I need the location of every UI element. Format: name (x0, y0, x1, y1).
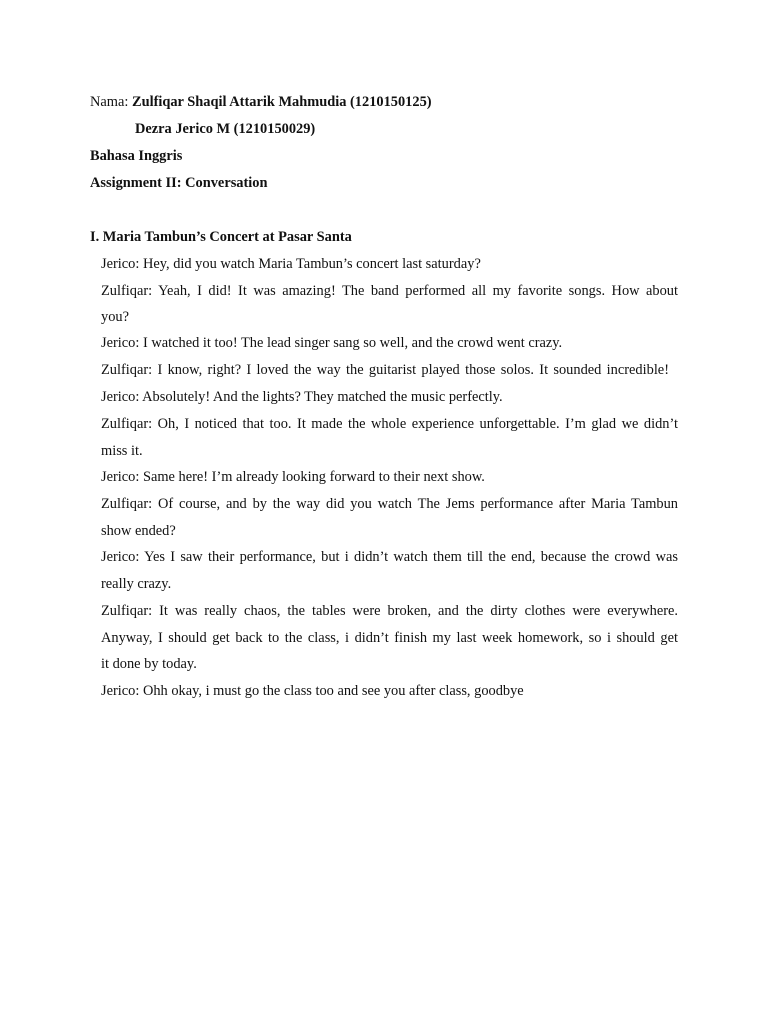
student-name-2: Dezra Jerico M (1210150029) (135, 121, 316, 137)
dialogue-line: it done by today. (101, 656, 197, 672)
section-title: I. Maria Tambun’s Concert at Pasar Santa (90, 229, 352, 245)
dialogue-line: miss it. (101, 443, 143, 459)
dialogue-line: Jerico: I watched it too! The lead singer sang so well, and the crowd went crazy. (101, 335, 563, 351)
dialogue-line: Zulfiqar: Oh, I noticed that too. It made the whole experience unforgettable. I’m glad we didn’t (101, 416, 678, 432)
dialogue-line: Jerico: Absolutely! And the lights? They matched the music perfectly. (101, 389, 503, 405)
dialogue-line: Jerico: Yes I saw their performance, but i didn’t watch them till the end, because the crowd was (101, 549, 678, 565)
dialogue-line: Jerico: Same here! I’m already looking forward to their next show. (101, 469, 485, 485)
dialogue-line: Anyway, I should get back to the class, i didn’t finish my last week homework, so i should get (101, 630, 678, 646)
dialogue-line: Zulfiqar: I know, right? I loved the way the guitarist played those solos. It sounded incredible! (101, 362, 669, 378)
dialogue-line: show ended? (101, 523, 176, 539)
subject-title: Bahasa Inggris (90, 148, 183, 164)
subject-line (90, 147, 182, 165)
dialogue-line: you? (101, 309, 129, 325)
dialogue-line: Zulfiqar: Of course, and by the way did you watch The Jems performance after Maria Tambun (101, 496, 678, 512)
section-heading (90, 228, 352, 246)
assignment-line (90, 174, 268, 192)
dialogue-line: really crazy. (101, 576, 172, 592)
student-name-1: Zulfiqar Shaqil Attarik Mahmudia (1210150125) (131, 94, 432, 110)
assignment-title: Assignment II: Conversation (90, 175, 268, 191)
name-label: Nama: (90, 94, 129, 110)
dialogue-line: Jerico: Ohh okay, i must go the class too and see you after class, goodbye (101, 683, 524, 699)
dialogue-line: Jerico: Hey, did you watch Maria Tambun’s concert last saturday? (101, 256, 481, 272)
name-line-2 (135, 120, 315, 138)
name-line-1 (90, 93, 432, 111)
dialogue-line: Zulfiqar: Yeah, I did! It was amazing! The band performed all my favorite songs. How about (101, 283, 678, 299)
dialogue-line: Zulfiqar: It was really chaos, the tables were broken, and the dirty clothes were everywhere. (101, 603, 678, 619)
